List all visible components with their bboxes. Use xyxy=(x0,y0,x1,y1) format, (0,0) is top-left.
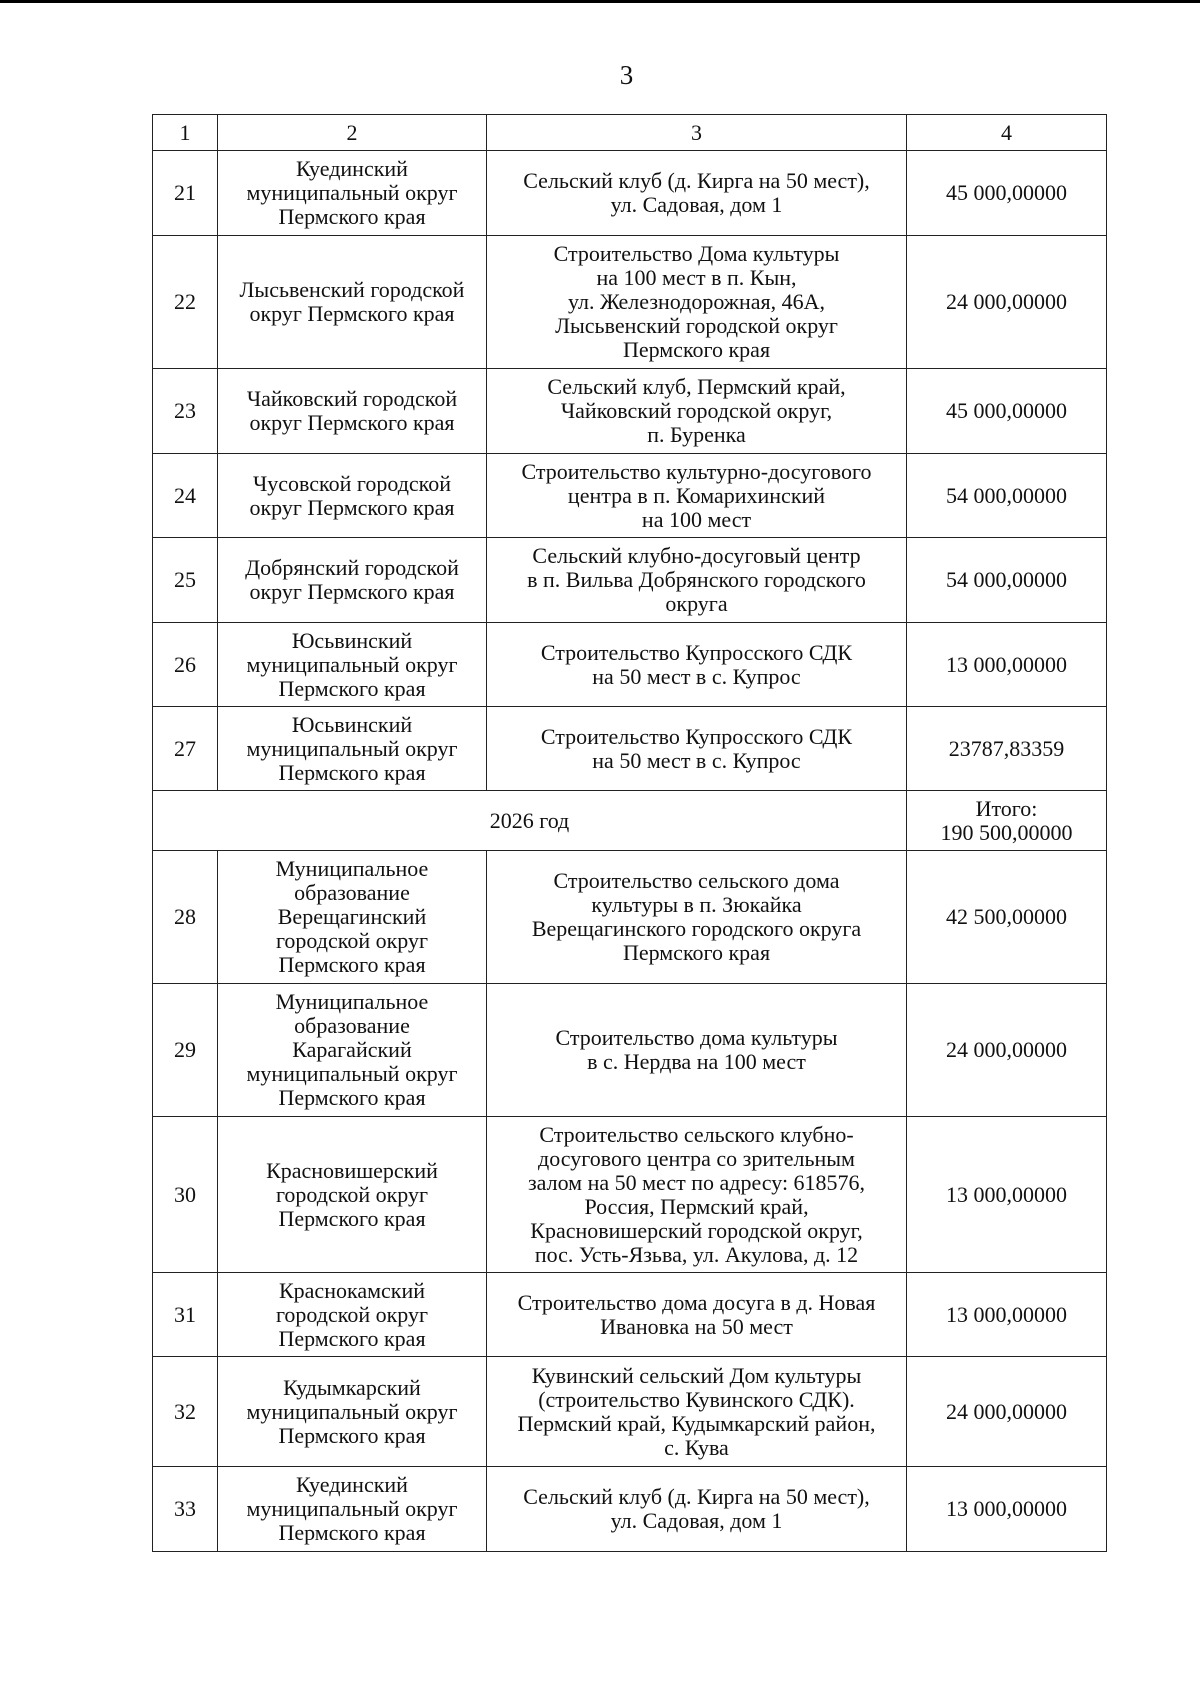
table-row xyxy=(153,1467,1107,1552)
amount-cell: 45 000,00000 xyxy=(907,369,1107,454)
header-col-4: 4 xyxy=(907,115,1107,151)
row-number: 30 xyxy=(153,1117,218,1273)
municipality-cell: Муниципальное образование Верещагинский городской округ Пермского края xyxy=(218,851,487,984)
row-number: 27 xyxy=(153,707,218,791)
amount-cell: 13 000,00000 xyxy=(907,623,1107,707)
municipality-cell: Красновишерский городской округ Пермского края xyxy=(218,1117,487,1273)
row-number: 22 xyxy=(153,236,218,369)
header-col-3: 3 xyxy=(487,115,907,151)
object-cell: Строительство Дома культуры на 100 мест в п. Кын, ул. Железнодорожная, 46А, Лысьвенский городской округ Пермского края xyxy=(487,236,907,369)
header-col-1: 1 xyxy=(153,115,218,151)
page-number: 3 xyxy=(619,60,634,90)
table-header-row xyxy=(153,115,1107,151)
scan-top-edge xyxy=(0,0,1200,3)
row-number: 31 xyxy=(153,1273,218,1357)
municipality-cell: Куединский муниципальный округ Пермского края xyxy=(218,1467,487,1552)
object-cell: Строительство дома культуры в с. Нердва на 100 мест xyxy=(487,984,907,1117)
amount-cell: 13 000,00000 xyxy=(907,1467,1107,1552)
municipality-cell: Юсьвинский муниципальный округ Пермского края xyxy=(218,623,487,707)
row-number: 21 xyxy=(153,151,218,236)
table-row xyxy=(153,1117,1107,1273)
object-cell: Строительство культурно-досугового центра в п. Комарихинский на 100 мест xyxy=(487,454,907,538)
municipality-cell: Кудымкарский муниципальный округ Пермского края xyxy=(218,1357,487,1467)
object-cell: Строительство дома досуга в д. Новая Ивановка на 50 мест xyxy=(487,1273,907,1357)
object-cell: Кувинский сельский Дом культуры (строительство Кувинского СДК). Пермский край, Кудымкарский район, с. Кува xyxy=(487,1357,907,1467)
object-cell: Строительство Купросского СДК на 50 мест в с. Купрос xyxy=(487,707,907,791)
row-number: 32 xyxy=(153,1357,218,1467)
object-cell: Сельский клуб (д. Кирга на 50 мест), ул. Садовая, дом 1 xyxy=(487,1467,907,1552)
row-number: 24 xyxy=(153,454,218,538)
table-row xyxy=(153,623,1107,707)
object-cell: Сельский клубно-досуговый центр в п. Вильва Добрянского городского округа xyxy=(487,538,907,623)
row-number: 29 xyxy=(153,984,218,1117)
municipality-cell: Чайковский городской округ Пермского края xyxy=(218,369,487,454)
municipality-cell: Лысьвенский городской округ Пермского края xyxy=(218,236,487,369)
municipality-cell: Краснокамский городской округ Пермского края xyxy=(218,1273,487,1357)
object-cell: Сельский клуб, Пермский край, Чайковский городской округ, п. Буренка xyxy=(487,369,907,454)
table-row xyxy=(153,851,1107,984)
amount-cell: 24 000,00000 xyxy=(907,236,1107,369)
amount-cell: 23787,83359 xyxy=(907,707,1107,791)
amount-cell: 13 000,00000 xyxy=(907,1273,1107,1357)
amount-cell: 42 500,00000 xyxy=(907,851,1107,984)
object-cell: Сельский клуб (д. Кирга на 50 мест), ул. Садовая, дом 1 xyxy=(487,151,907,236)
object-cell: Строительство сельского клубно- досугового центра со зрительным залом на 50 мест по адресу: 618576, Россия, Пермский край, Красновишерский городской округ, пос. Усть-Язьва, ул. Акулова, д. 12 xyxy=(487,1117,907,1273)
municipality-cell: Муниципальное образование Карагайский муниципальный округ Пермского края xyxy=(218,984,487,1117)
municipality-cell: Куединский муниципальный округ Пермского края xyxy=(218,151,487,236)
object-cell: Строительство Купросского СДК на 50 мест в с. Купрос xyxy=(487,623,907,707)
table-row xyxy=(153,369,1107,454)
year-label: 2026 год xyxy=(153,791,907,851)
year-summary-row xyxy=(153,791,1107,851)
row-number: 33 xyxy=(153,1467,218,1552)
row-number: 23 xyxy=(153,369,218,454)
table-row xyxy=(153,707,1107,791)
header-col-2: 2 xyxy=(218,115,487,151)
table-row xyxy=(153,151,1107,236)
municipality-cell: Юсьвинский муниципальный округ Пермского края xyxy=(218,707,487,791)
table-row xyxy=(153,1273,1107,1357)
table-row xyxy=(153,538,1107,623)
amount-cell: 54 000,00000 xyxy=(907,538,1107,623)
table-row xyxy=(153,1357,1107,1467)
object-cell: Строительство сельского дома культуры в п. Зюкайка Верещагинского городского округа Пермского края xyxy=(487,851,907,984)
municipality-cell: Чусовской городской округ Пермского края xyxy=(218,454,487,538)
funding-table xyxy=(152,114,1107,1552)
amount-cell: 24 000,00000 xyxy=(907,1357,1107,1467)
year-total: Итого: 190 500,00000 xyxy=(907,791,1107,851)
row-number: 26 xyxy=(153,623,218,707)
amount-cell: 45 000,00000 xyxy=(907,151,1107,236)
row-number: 25 xyxy=(153,538,218,623)
table-row xyxy=(153,454,1107,538)
table-row xyxy=(153,984,1107,1117)
amount-cell: 13 000,00000 xyxy=(907,1117,1107,1273)
municipality-cell: Добрянский городской округ Пермского края xyxy=(218,538,487,623)
amount-cell: 24 000,00000 xyxy=(907,984,1107,1117)
amount-cell: 54 000,00000 xyxy=(907,454,1107,538)
row-number: 28 xyxy=(153,851,218,984)
table-row xyxy=(153,236,1107,369)
